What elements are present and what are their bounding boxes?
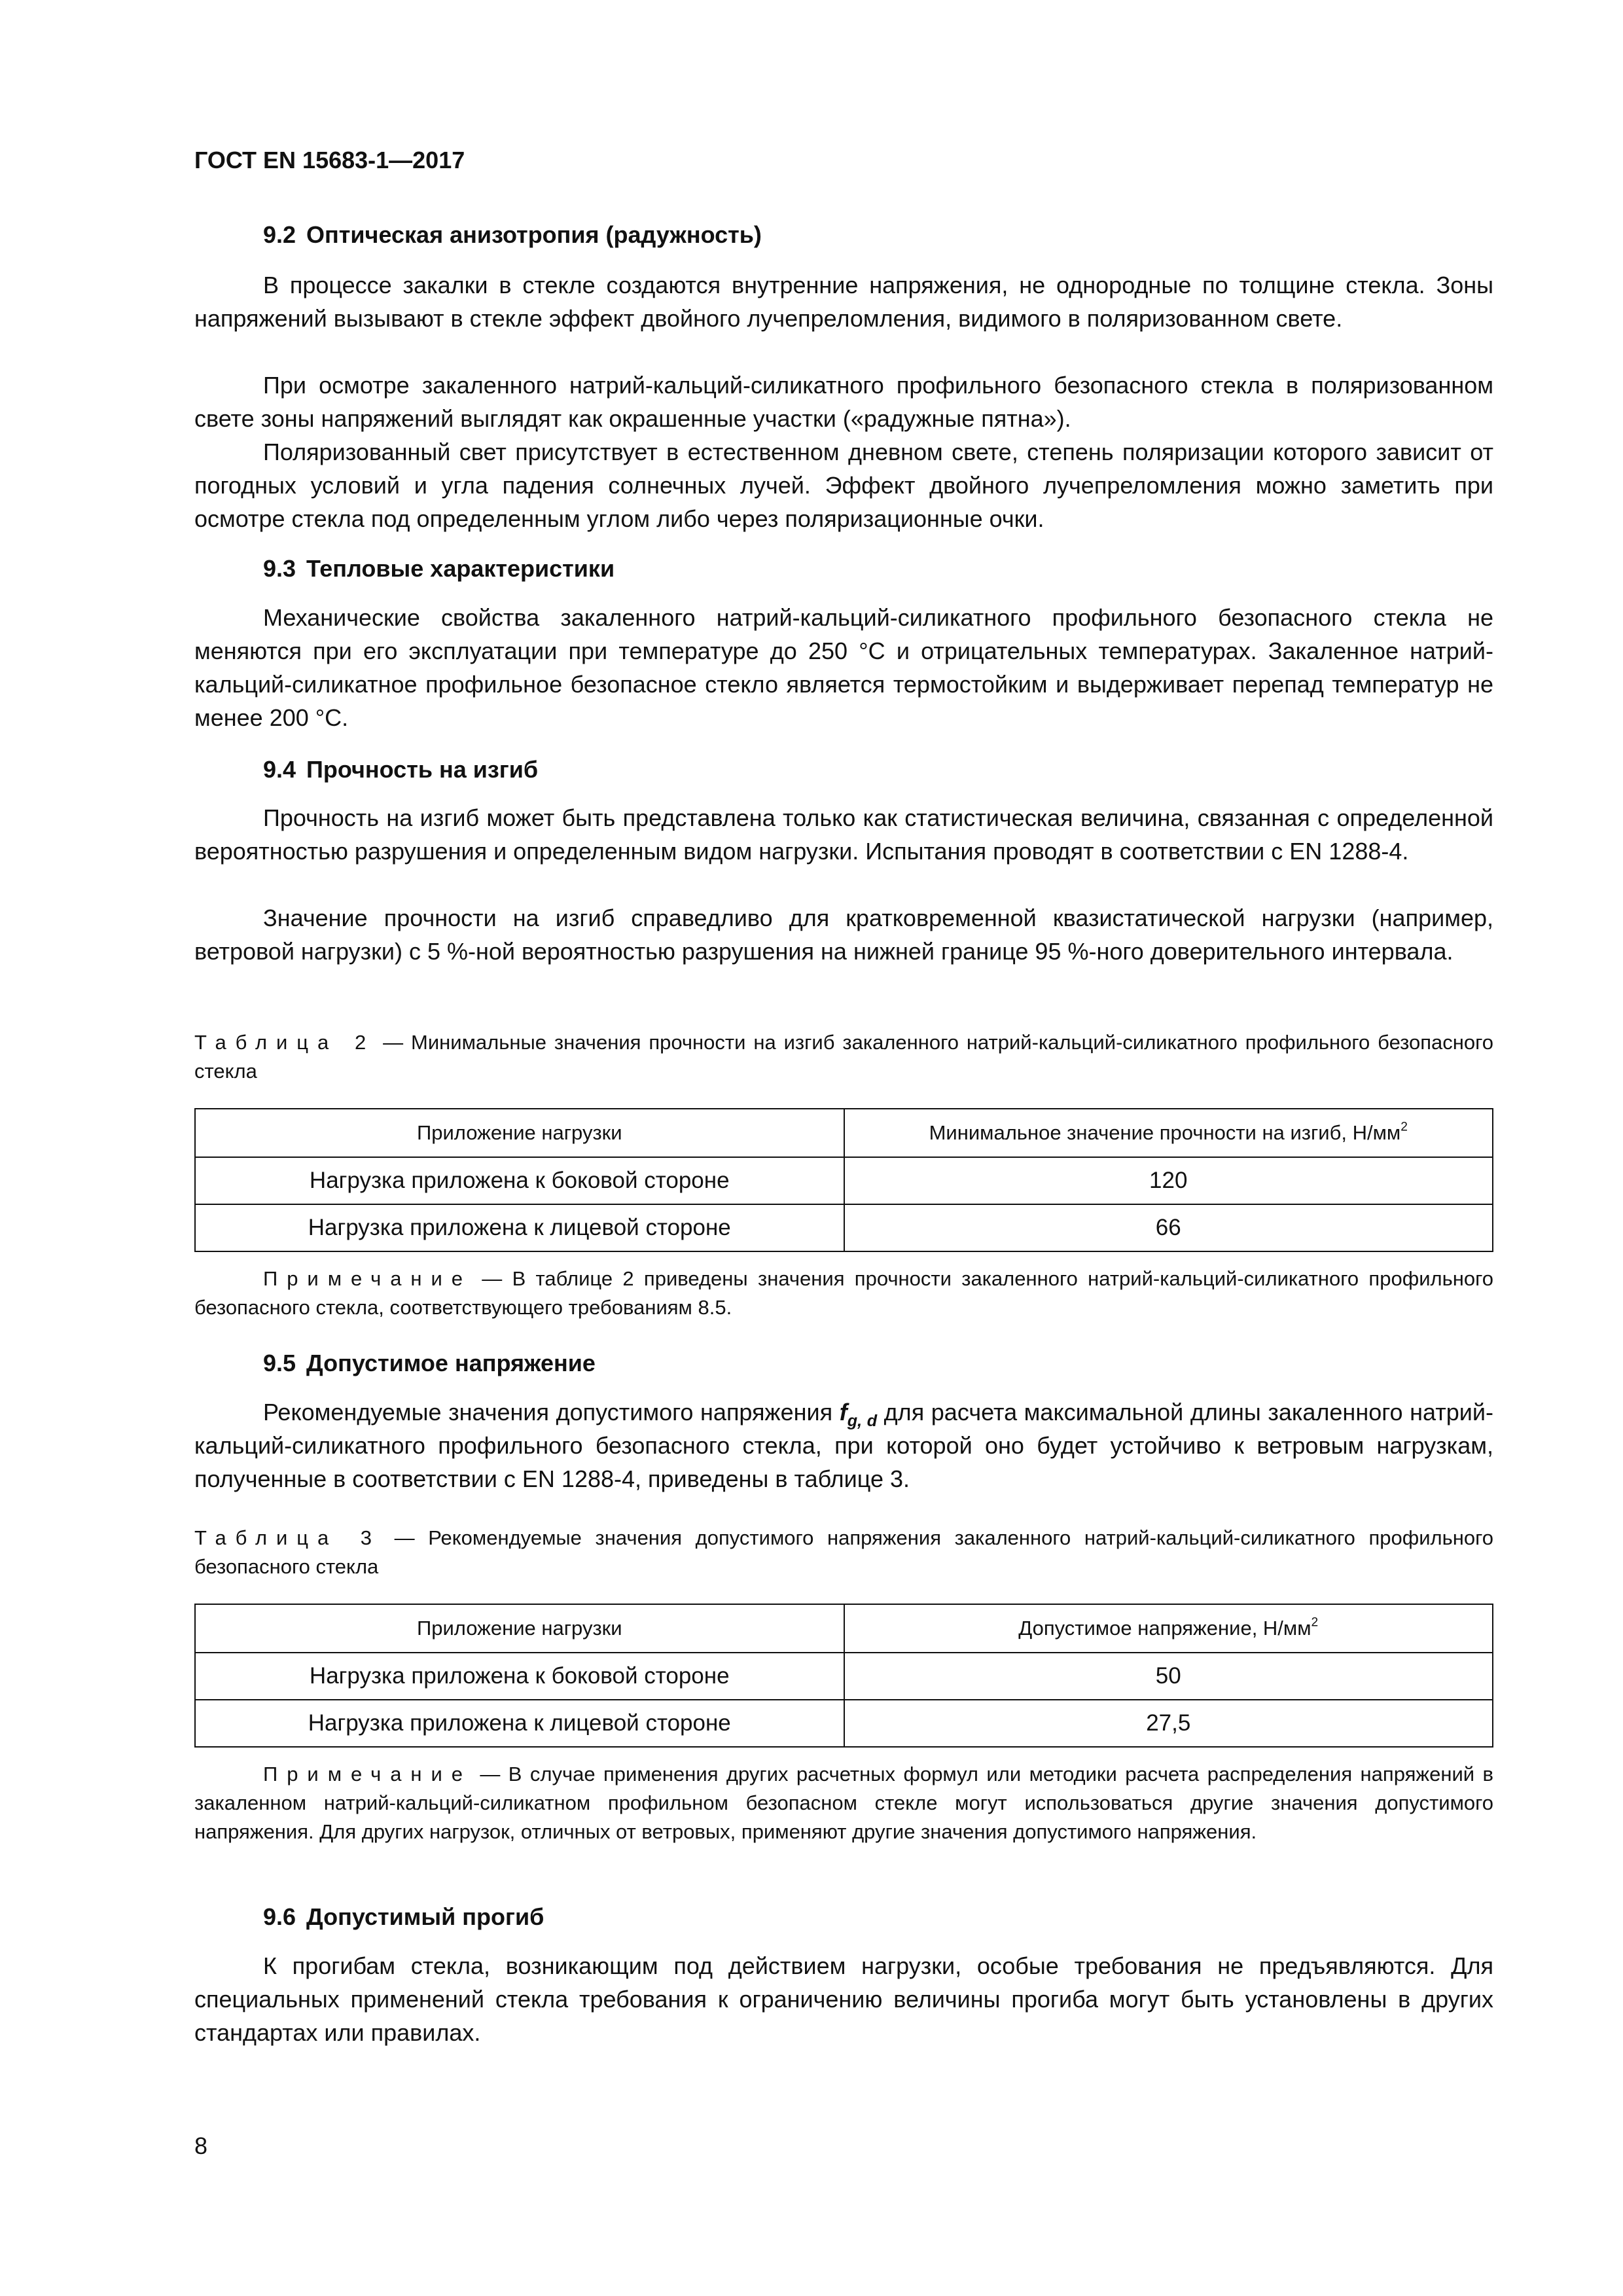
table-cell: Нагрузка приложена к боковой стороне: [195, 1653, 844, 1700]
paragraph: К прогибам стекла, возникающим под действием нагрузки, особые требования не предъявляются. Для специальных применений стекла требования к ограничению величины прогиба могут быть установлены в других стандартах или правилах.: [194, 1952, 1493, 2046]
table-cell: 50: [844, 1653, 1493, 1700]
table-header-row: [195, 1109, 1493, 1157]
paragraph: Прочность на изгиб может быть представлена только как статистическая величина, связанная с определенной вероятностью разрушения и определенным видом нагрузки. Испытания проводят в соответствии с EN 1288-4.: [194, 804, 1493, 865]
table-header-cell: Приложение нагрузки: [195, 1109, 844, 1157]
section-number: 9.3: [263, 555, 296, 582]
table-row: [195, 1700, 1493, 1747]
table-cell: Нагрузка приложена к лицевой стороне: [195, 1700, 844, 1747]
table-3: [194, 1604, 1493, 1748]
note-label: Примечание: [263, 1763, 472, 1785]
table-cell: 120: [844, 1157, 1493, 1204]
section-title: Допустимый прогиб: [306, 1903, 544, 1930]
note-text: — В случае применения других расчетных формул или методики расчета распределения напряжений в закаленном натрий-кальций-силикатном профильном безопасном стекле могут использоваться другие значения допустимого напряжения. Для других нагрузок, отличных от ветровых, применяют другие значения допустимого напряжения.: [194, 1763, 1493, 1843]
section-title: Тепловые характеристики: [306, 555, 615, 582]
section-heading-9-5: [263, 1350, 596, 1377]
note-label: Примечание: [263, 1267, 472, 1290]
table-cell: Нагрузка приложена к боковой стороне: [195, 1157, 844, 1204]
section-title: Прочность на изгиб: [306, 756, 539, 783]
table-caption-text: — Минимальные значения прочности на изгиб закаленного натрий-кальций-силикатного профильного безопасного стекла: [194, 1031, 1494, 1083]
table-2: [194, 1108, 1493, 1252]
table-header-row: [195, 1604, 1493, 1653]
table-2-caption: [194, 1028, 1493, 1086]
section-title: Допустимое напряжение: [306, 1350, 596, 1376]
paragraph: При осмотре закаленного натрий-кальций-силикатного профильного безопасного стекла в поляризованном свете зоны напряжений выглядят как окрашенные участки («радужные пятна»).: [194, 372, 1493, 432]
section-title: Оптическая анизотропия (радужность): [306, 221, 762, 248]
page-number: 8: [194, 2132, 208, 2159]
paragraph: Значение прочности на изгиб справедливо для кратковременной квазистатической нагрузки (например, ветровой нагрузки) с 5 %-ной вероятностью разрушения на нижней границе 95 %-ного доверительного интервала.: [194, 905, 1493, 965]
section-number: 9.5: [263, 1350, 296, 1376]
table-3-caption: [194, 1524, 1493, 1581]
paragraph: Рекомендуемые значения допустимого напряжения $f_{g, d}$ для расчета максимальной длины закаленного натрий-кальций-силикатного профильного безопасного стекла, при которой оно будет устойчиво к ветровым нагрузкам, полученные в соответствии с EN 1288-4, приведены в таблице 3.: [194, 1399, 1493, 1492]
table-cell: 27,5: [844, 1700, 1493, 1747]
paragraph: Механические свойства закаленного натрий-кальций-силикатного профильного безопасного стекла не меняются при его эксплуатации при температуре до 250 °C и отрицательных температурах. Закаленное натрий-кальций-силикатное профильное безопасное стекло является термостойким и выдерживает перепад температур не менее 200 °C.: [194, 604, 1493, 731]
table-header-cell: Приложение нагрузки: [195, 1604, 844, 1653]
section-heading-9-3: [263, 555, 615, 583]
table-3-note: [194, 1760, 1493, 1846]
section-heading-9-6: [263, 1903, 544, 1931]
paragraph: Поляризованный свет присутствует в естественном дневном свете, степень поляризации которого зависит от погодных условий и угла падения солнечных лучей. Эффект двойного лучепреломления можно заметить при осмотре стекла под определенным углом либо через поляризационные очки.: [194, 439, 1493, 532]
table-label: Таблица 2: [194, 1031, 376, 1054]
table-row: [195, 1204, 1493, 1251]
table-label: Таблица 3: [194, 1526, 381, 1549]
document-code: ГОСТ EN 15683-1—2017: [194, 147, 465, 173]
table-header-cell: Допустимое напряжение, $Н/мм^2$: [844, 1604, 1493, 1653]
table-cell: 66: [844, 1204, 1493, 1251]
table-row: [195, 1157, 1493, 1204]
stress-subscript: g, d: [847, 1411, 878, 1430]
section-heading-9-2: [263, 221, 762, 249]
table-caption-text: — Рекомендуемые значения допустимого напряжения закаленного натрий-кальций-силикатного профильного безопасного стекла: [194, 1526, 1494, 1578]
section-number: 9.4: [263, 756, 296, 783]
paragraph: В процессе закалки в стекле создаются внутренние напряжения, не однородные по толщине стекла. Зоны напряжений вызывают в стекле эффект двойного лучепреломления, видимого в поляризованном свете.: [194, 272, 1493, 332]
section-heading-9-4: [263, 756, 538, 783]
table-row: [195, 1653, 1493, 1700]
stress-symbol: f: [839, 1399, 847, 1426]
table-header-cell: Минимальное значение прочности на изгиб, $Н/мм^2$: [844, 1109, 1493, 1157]
table-2-note: [194, 1265, 1493, 1322]
table-cell: Нагрузка приложена к лицевой стороне: [195, 1204, 844, 1251]
note-text: — В таблице 2 приведены значения прочности закаленного натрий-кальций-силикатного профильного безопасного стекла, соответствующего требованиям 8.5.: [194, 1267, 1493, 1319]
section-number: 9.2: [263, 221, 296, 248]
section-number: 9.6: [263, 1903, 296, 1930]
